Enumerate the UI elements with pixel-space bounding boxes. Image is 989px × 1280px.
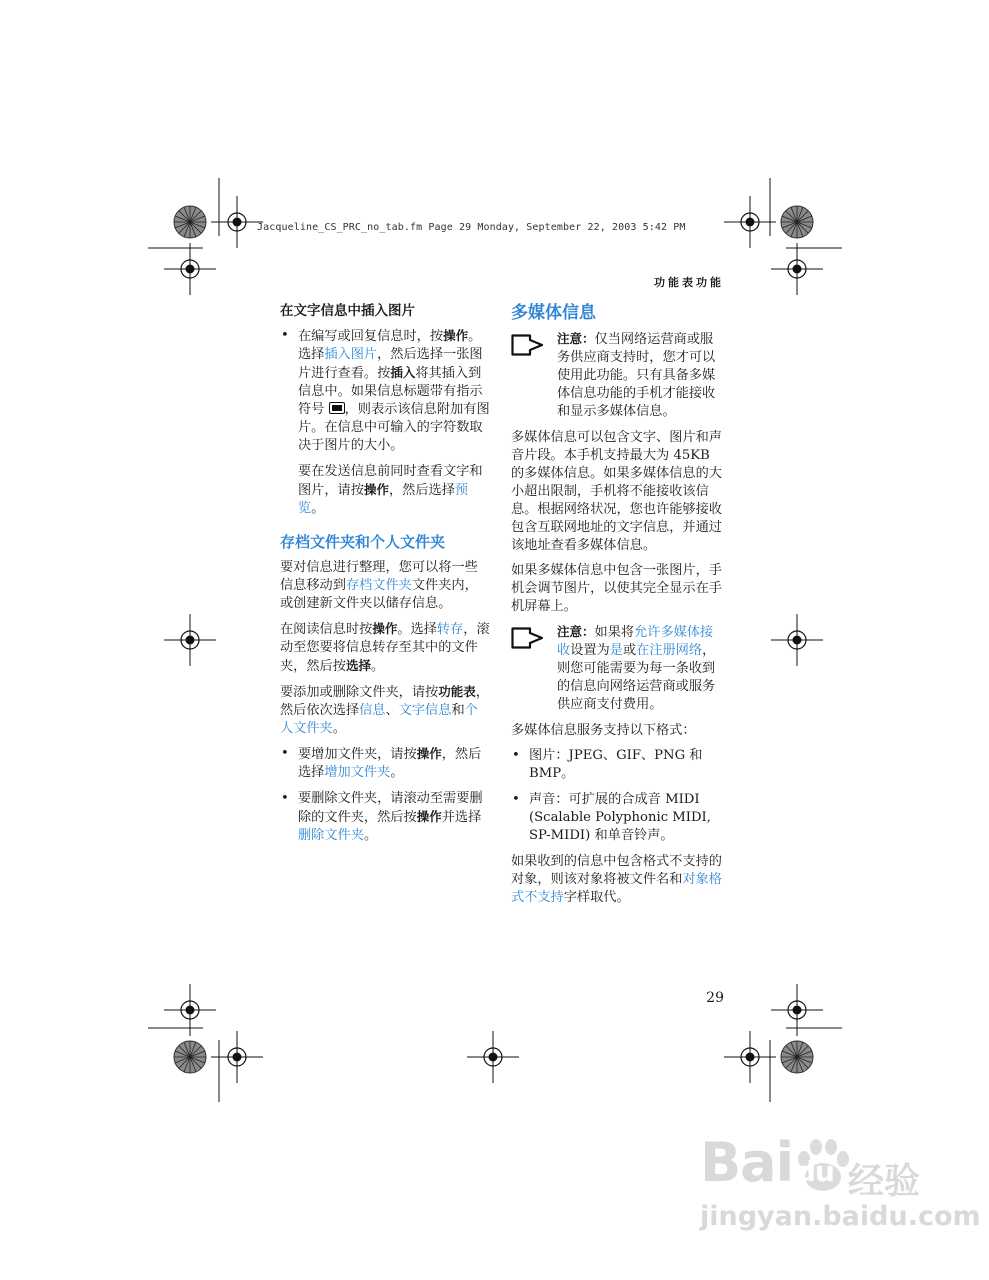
text: ，然后选择 — [298, 747, 482, 780]
note-box — [511, 330, 725, 421]
text: 要对信息进行整理，您可以将一些信息移动到 — [280, 560, 478, 593]
picture-message-indicator-icon — [329, 402, 345, 414]
text: 。 — [363, 828, 378, 843]
text: 如果收到的信息中包含格式不支持的对象，则该对象将被文件名和 — [511, 854, 722, 887]
bold-term: 操作 — [363, 482, 389, 497]
text: 字样取代。 — [563, 890, 630, 905]
note-label: 注意： — [557, 624, 595, 639]
text: 。选择 — [298, 329, 482, 362]
text: 在编写或回复信息时，按 — [298, 329, 444, 344]
text: 如果将 — [594, 625, 635, 640]
left-column — [280, 302, 490, 853]
text: 要增加文件夹，请按 — [298, 747, 417, 762]
text: ，然后选择一张图片进行查看。按 — [298, 347, 483, 381]
bold-term: 选择 — [345, 658, 371, 673]
text: 文件夹内，或创建新文件夹以储存信息。 — [280, 578, 478, 611]
baidu-watermark — [700, 1131, 981, 1245]
text: 要添加或删除文件夹，请按 — [280, 685, 439, 700]
text: ，则表示该信息附加有图片。在信息中可输入的字符数取决于图片的大小。 — [298, 402, 490, 453]
mms-picture-paragraph: 如果多媒体信息中包含一张图片，手机会调节图片，以使其完全显示在手机屏幕上。 — [511, 563, 722, 614]
text: 将其插入到信息中。如果信息标题带有指示符号 — [298, 366, 483, 417]
menu-link-save[interactable]: 转存 — [436, 622, 464, 637]
running-head: 功能表功能 — [654, 276, 724, 289]
text: 在阅读信息时按 — [280, 622, 373, 637]
text: 和 — [451, 703, 465, 718]
file-info-header: Jacqueline_CS_PRC_no_tab.fm Page 29 Monday, September 22, 2003 5:42 PM — [257, 222, 686, 233]
menu-link-add-folder[interactable]: 增加文件夹 — [324, 765, 391, 780]
text: ，然后依次选择 — [280, 685, 489, 718]
text: 、 — [385, 703, 399, 718]
bold-term: 操作 — [372, 621, 398, 636]
formats-list — [511, 747, 725, 845]
menu-link-messages[interactable]: 信息 — [359, 703, 386, 718]
watermark-brand-du: du — [796, 1155, 834, 1188]
menu-link-in-home-network[interactable]: 在注册网络 — [636, 643, 703, 658]
text: 。 — [390, 765, 404, 780]
bold-term: 操作 — [416, 809, 442, 824]
formats-intro: 多媒体信息服务支持以下格式： — [511, 723, 696, 738]
insert-picture-list — [280, 327, 490, 455]
text: 要在发送信息前同时查看文字和图片，请按 — [298, 464, 483, 498]
text: 并选择 — [441, 810, 482, 825]
bold-term: 功能表 — [438, 684, 476, 699]
list-item — [280, 327, 490, 455]
right-column — [511, 302, 725, 914]
mms-paragraph: 多媒体信息可以包含文字、图片和声音片段。本手机支持最大为 45KB 的多媒体信息。如果多媒体信息的大小超出限制，手机将不能接收该信息。根据网络状况，您也许能够接收包含互联网地址的文字信息，并通过该地址查看多媒体信息。 — [511, 430, 722, 553]
watermark-brand-cn: 经验 — [848, 1161, 921, 1202]
save-paragraph — [280, 620, 490, 676]
list-item: • 声音：可扩展的合成音 MIDI (Scalable Polyphonic MIDI, SP-MIDI) 和单音铃声。 — [511, 791, 725, 845]
folder-actions-list — [280, 745, 490, 845]
archive-paragraph — [280, 559, 490, 613]
heading-insert-picture: 在文字信息中插入图片 — [280, 303, 415, 319]
menu-link-allow-mms[interactable]: 允许多媒体接收 — [557, 625, 714, 658]
text: 。 — [332, 721, 346, 736]
text: 或 — [622, 643, 637, 658]
menu-link-text-messages[interactable]: 文字信息 — [398, 703, 452, 718]
heading-archive-folders: 存档文件夹和个人文件夹 — [280, 533, 446, 551]
list-item — [280, 790, 490, 845]
text: ，则您可能需要为每一条收到的信息向网络运营商或服务供应商支付费用。 — [557, 643, 716, 712]
list-item — [280, 745, 490, 782]
note-icon — [511, 334, 543, 356]
menu-link-unsupported-format[interactable]: 对象格式不支持 — [511, 872, 722, 905]
menu-link-my-folders[interactable]: 个人文件夹 — [280, 703, 478, 736]
text: 要删除文件夹，请滚动至需要删除的文件夹，然后按 — [298, 791, 483, 825]
menu-link-insert-picture[interactable]: 插入图片 — [324, 347, 378, 362]
list-item: • 图片：JPEG、GIF、PNG 和 BMP。 — [511, 747, 725, 783]
text: ，然后选择 — [388, 483, 455, 498]
page-number: 29 — [706, 990, 724, 1006]
menu-link-yes[interactable]: 是 — [609, 643, 623, 658]
text: 。选择 — [397, 622, 437, 637]
text: 。 — [370, 659, 385, 674]
menu-link-preview[interactable]: 预览 — [298, 483, 469, 516]
note-box — [511, 623, 725, 714]
note-icon — [511, 627, 543, 649]
text: 。 — [311, 501, 325, 516]
heading-multimedia-messages: 多媒体信息 — [511, 303, 596, 323]
menu-link-archive-folder[interactable]: 存档文件夹 — [345, 578, 412, 593]
watermark-brand: Bai — [700, 1131, 794, 1194]
text: ，滚动至您要将信息转存至其中的文件夹，然后按 — [280, 622, 490, 674]
menu-link-delete-folder[interactable]: 删除文件夹 — [298, 828, 364, 843]
unsupported-paragraph — [511, 853, 725, 907]
watermark-url: jingyan.baidu.com — [700, 1201, 981, 1232]
bold-term: 操作 — [443, 328, 469, 343]
note-text: 仅当网络运营商或服务供应商支持时，您才可以使用此功能。只有具备多媒体信息功能的手机才能接收和显示多媒体信息。 — [557, 332, 716, 419]
bold-term: 插入 — [390, 365, 416, 380]
note-label: 注意： — [557, 331, 595, 346]
folders-paragraph — [280, 683, 490, 738]
bold-term: 操作 — [416, 746, 442, 761]
text: 设置为 — [570, 643, 610, 658]
preview-paragraph — [280, 463, 490, 518]
